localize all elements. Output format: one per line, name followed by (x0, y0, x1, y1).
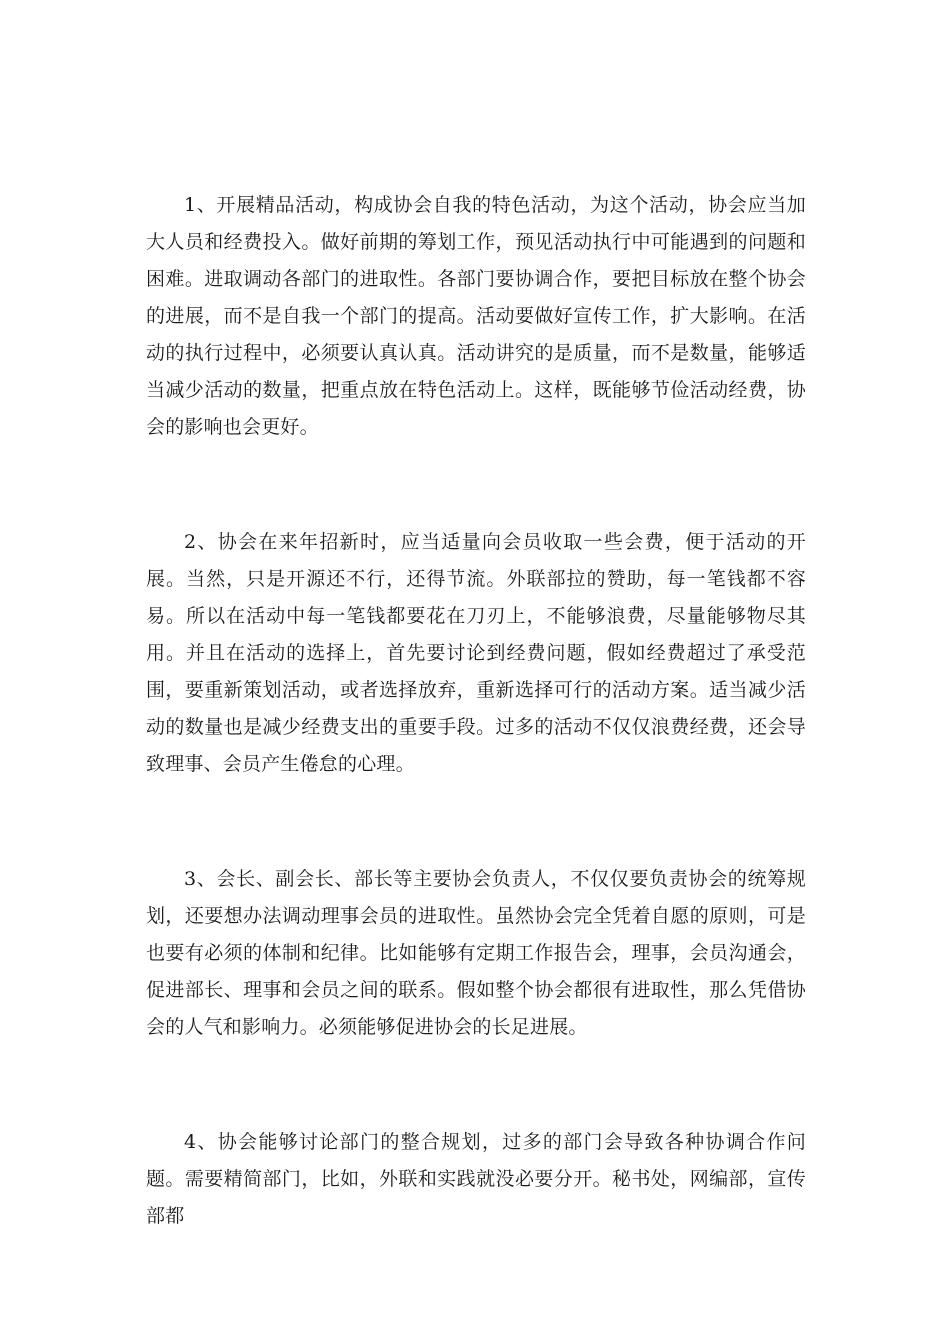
paragraph-3: 3、会长、副会长、部长等主要协会负责人，不仅仅要负责协会的统筹规划，还要想办法调动理事会员的进取性。虽然协会完全凭着自愿的原则，可是也要有必须的体制和纪律。比如能够有定期工作报告会，理事，会员沟通会，促进部长、理事和会员之间的联系。假如整个协会都很有进取性，那么凭借协会的人气和影响力。必须能够促进协会的长足进展。 (146, 868, 806, 1038)
paragraph-4: 4、协会能够讨论部门的整合规划，过多的部门会导致各种协调合作问题。需要精简部门，比如，外联和实践就没必要分开。秘书处，网编部，宣传部都 (146, 1131, 806, 1227)
paragraph-2: 2、协会在来年招新时，应当适量向会员收取一些会费，便于活动的开展。当然，只是开源还不行，还得节流。外联部拉的赞助，每一笔钱都不容易。所以在活动中每一笔钱都要花在刀刃上，不能够浪费，尽量能够物尽其用。并且在活动的选择上，首先要讨论到经费问题，假如经费超过了承受范围，要重新策划活动，或者选择放弃，重新选择可行的活动方案。适当减少活动的数量也是减少经费支出的重要手段。过多的活动不仅仅浪费经费，还会导致理事、会员产生倦怠的心理。 (146, 531, 806, 775)
document-body (146, 187, 806, 1235)
paragraph-1: 1、开展精品活动，构成协会自我的特色活动，为这个活动，协会应当加大人员和经费投入。做好前期的筹划工作，预见活动执行中可能遇到的问题和困难。进取调动各部门的进取性。各部门要协调合作，要把目标放在整个协会的进展，而不是自我一个部门的提高。活动要做好宣传工作，扩大影响。在活动的执行过程中，必须要认真认真。活动讲究的是质量，而不是数量，能够适当减少活动的数量，把重点放在特色活动上。这样，既能够节俭活动经费，协会的影响也会更好。 (146, 194, 806, 438)
